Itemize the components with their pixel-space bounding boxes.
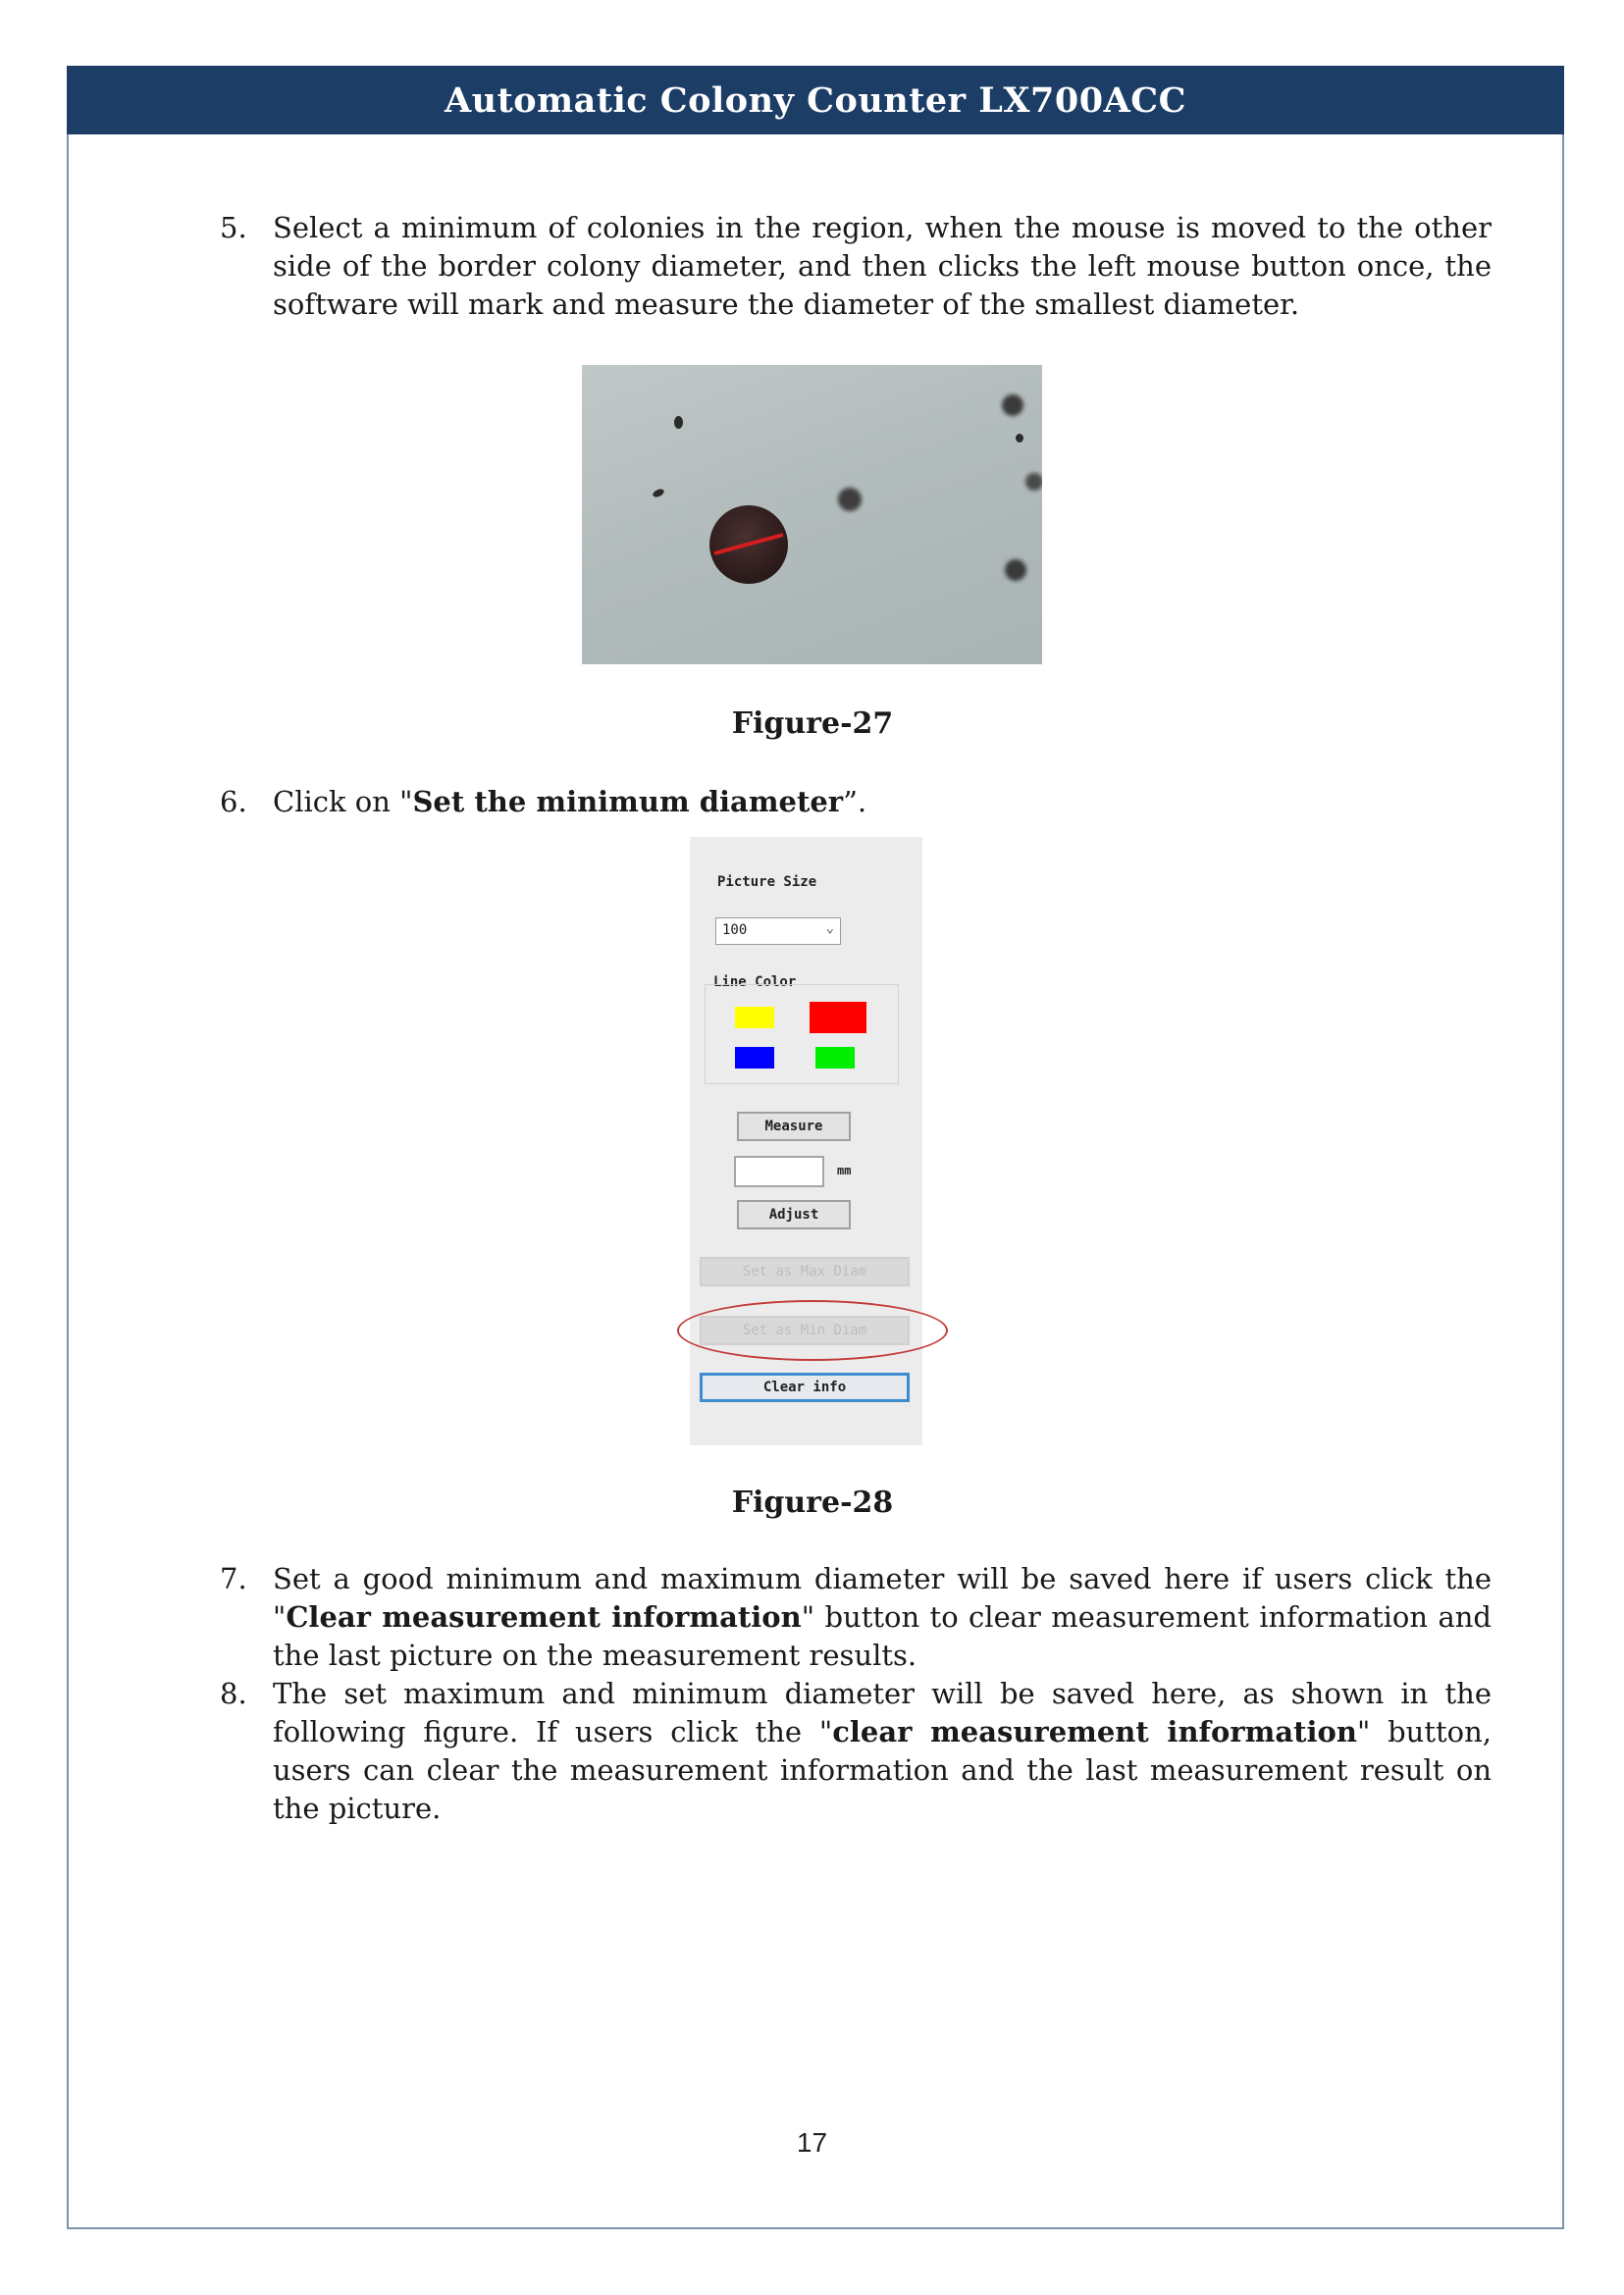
step-8-bold: clear measurement information	[832, 1715, 1357, 1748]
colony-photo	[582, 365, 1042, 664]
page-number: 17	[796, 2127, 828, 2158]
content	[216, 209, 1492, 324]
color-swatch-yellow[interactable]	[735, 1007, 774, 1028]
step-7: 7. Set a good minimum and maximum diameter will be saved here if users click the "Clear measurement information" button to clear measurement information and the last picture on the measurement results.	[220, 1562, 1492, 1672]
step-6: 6. Click on "Set the minimum diameter”.	[220, 785, 867, 818]
unit-label: mm	[837, 1164, 852, 1177]
step-7-bold: Clear measurement information	[286, 1600, 802, 1634]
step-6-bold: Set the minimum diameter	[412, 785, 844, 818]
picture-size-label: Picture Size	[717, 874, 817, 890]
diameter-field[interactable]	[734, 1156, 824, 1187]
step-5: 5. Select a minimum of colonies in the region, when the mouse is moved to the other side of the border colony diameter, and then clicks the left mouse button once, the software will mark and measure the diameter of the smallest diameter.	[220, 211, 1492, 321]
content-steps-7-8	[216, 1560, 1492, 1828]
header-band	[67, 66, 1564, 134]
line-color-label: Line Color	[713, 974, 797, 990]
document-title: Automatic Colony Counter LX700ACC	[445, 79, 1186, 121]
set-min-diameter-button[interactable]: Set as Min Diam	[700, 1316, 910, 1345]
measure-button[interactable]: Measure	[737, 1112, 851, 1141]
step-8: 8. The set maximum and minimum diameter will be saved here, as shown in the following figure. If users click the "clear measurement information" button, users can clear the measurement information and the last measurement result on the picture.	[220, 1677, 1492, 1825]
line-color-group	[705, 984, 899, 1084]
color-swatch-green[interactable]	[815, 1047, 855, 1069]
chevron-down-icon: ⌄	[825, 920, 834, 936]
clear-info-button[interactable]: Clear info	[700, 1373, 910, 1402]
set-max-diameter-button[interactable]: Set as Max Diam	[700, 1257, 910, 1286]
figure-28-caption: Figure-28	[731, 1486, 894, 1520]
content-step-6	[216, 783, 1492, 821]
figure-27-caption: Figure-27	[731, 706, 894, 741]
color-swatch-blue[interactable]	[735, 1047, 774, 1069]
highlight-ellipse	[677, 1300, 948, 1361]
picture-size-select[interactable]: 100 ⌄	[715, 917, 841, 945]
color-swatch-red[interactable]	[810, 1002, 866, 1033]
step-5-text: Select a minimum of colonies in the region, when the mouse is moved to the other side of the border colony diameter, and then clicks the left mouse button once, the software will mark and measure the diameter of the smallest diameter.	[273, 211, 1492, 321]
adjust-button[interactable]: Adjust	[737, 1200, 851, 1229]
